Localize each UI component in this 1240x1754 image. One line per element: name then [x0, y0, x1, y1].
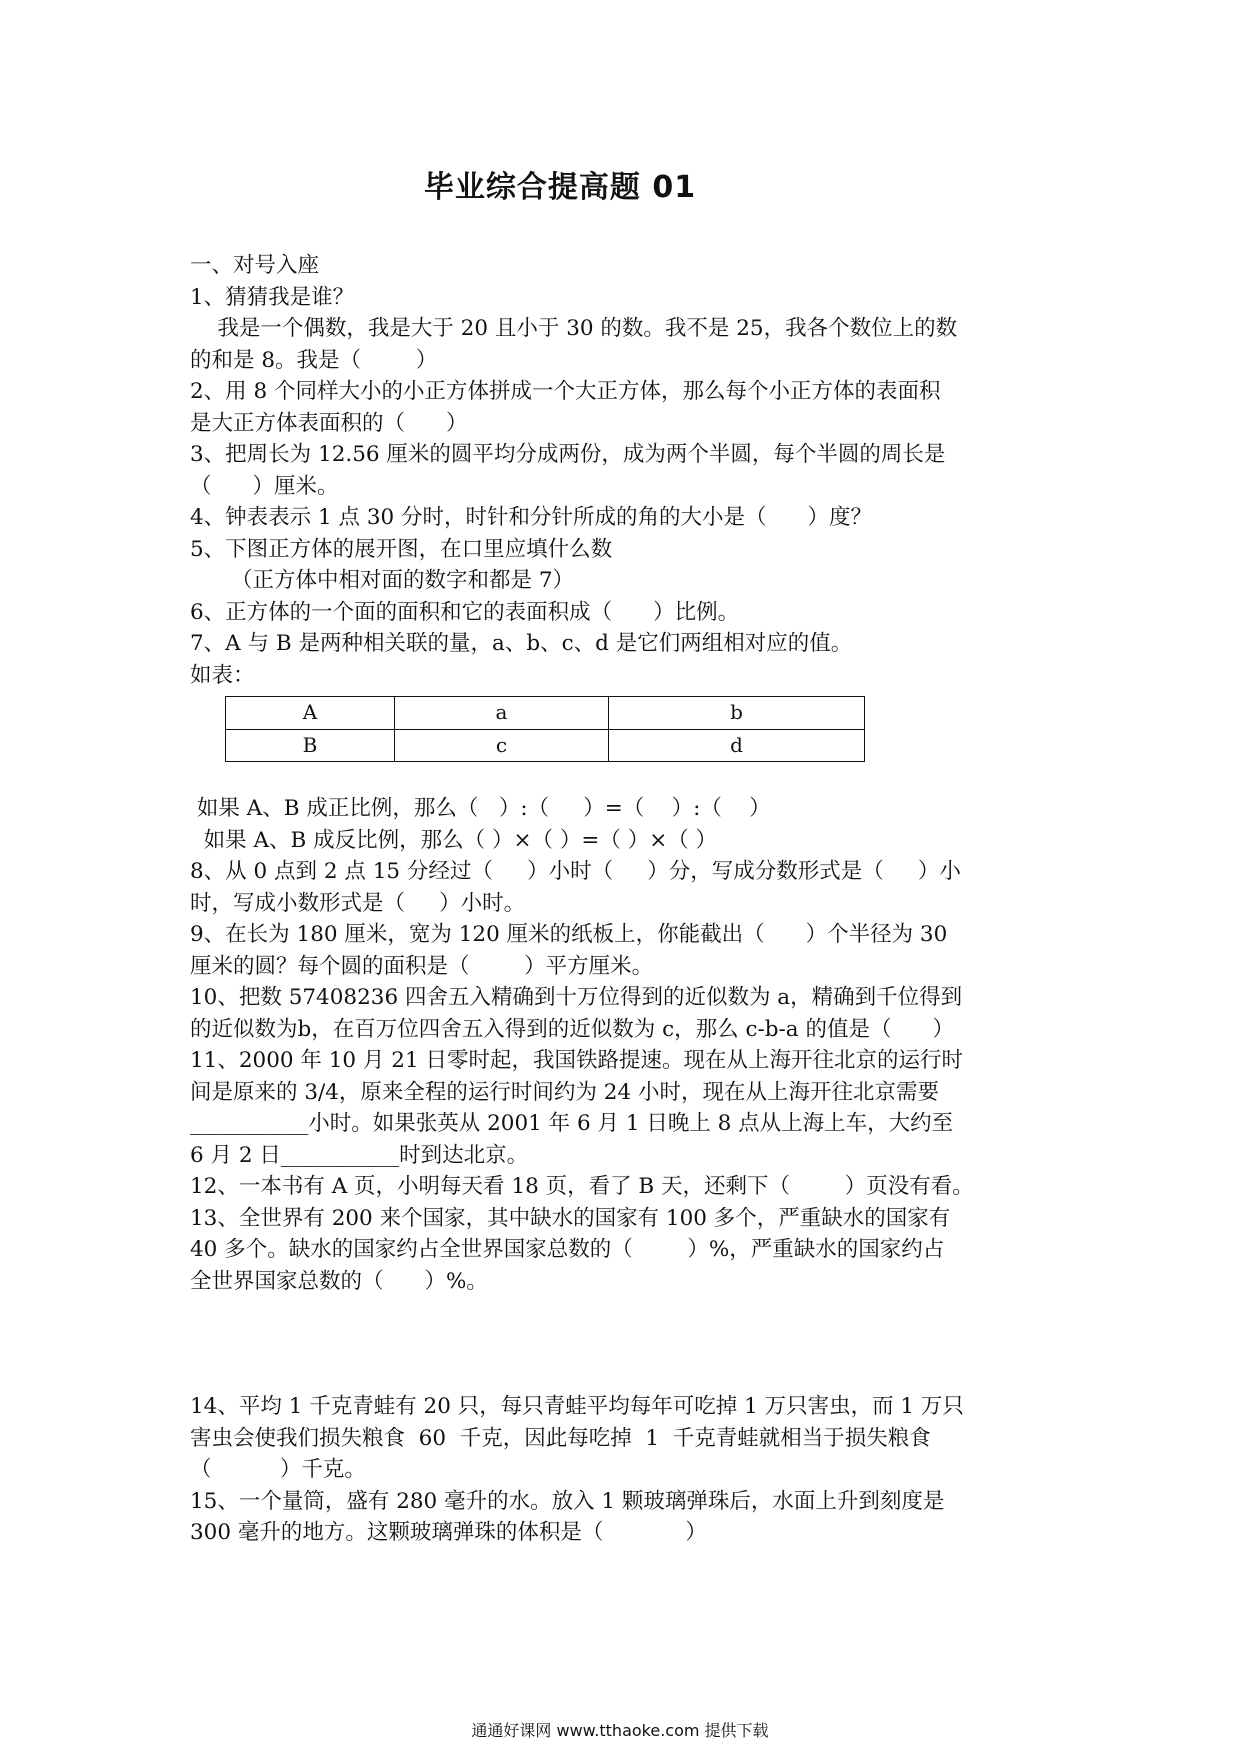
text-line: 300 毫升的地方。这颗玻璃弹珠的体积是（ ）: [190, 1520, 707, 1545]
question-13: 13、全世界有 200 来个国家，其中缺水的国家有 100 多个，严重缺水的国家有: [190, 1205, 951, 1231]
question-12: 12、一本书有 A 页，小明每天看 18 页，看了 B 天，还剩下（ ）页没有看。: [190, 1174, 974, 1199]
text-line: 40 多个。缺水的国家约占全世界国家总数的（ ）%，严重缺水的国家约占: [190, 1237, 945, 1262]
text-line: ___________小时。如果张英从 2001 年 6 月 1 日晚上 8 点从上海上车，大约至: [190, 1111, 954, 1136]
footer-download-note: 通通好课网 www.tthaoke.com 提供下载: [471, 1721, 769, 1740]
question-4: 4、钟表表示 1 点 30 分时，时针和分针所成的角的大小是（ ）度？: [190, 505, 873, 530]
question-10: 10、把数 57408236 四舍五入精确到十万位得到的近似数为 a，精确到千位得到: [190, 985, 963, 1010]
question-8: 8、从 0 点到 2 点 15 分经过（ ）小时（ ）分，写成分数形式是（ ）小: [190, 859, 961, 884]
text-line: 害虫会使我们损失粮食 60 千克，因此每吃掉 1 千克青蛙就相当于损失粮食: [190, 1425, 931, 1451]
page-title: 毕业综合提高题 01: [423, 170, 697, 205]
text-line: （正方体中相对面的数字和都是 7）: [190, 568, 575, 593]
value-table: [225, 696, 865, 762]
question-5: 5、下图正方体的展开图，在口里应填什么数: [190, 536, 613, 562]
table-cell: B: [226, 729, 395, 762]
text-line: 是大正方体表面积的（ ）: [190, 410, 468, 436]
text-line: （ ）厘米。: [190, 473, 339, 499]
text-line: 厘米的圆？每个圆的面积是（ ）平方厘米。: [190, 953, 654, 979]
text-line: （ ）千克。: [190, 1457, 366, 1482]
text-line: 的近似数为b，在百万位四舍五入得到的近似数为 c，那么 c-b-a 的值是（ ）: [190, 1016, 954, 1042]
question-1: 1、猜猜我是谁？: [190, 284, 355, 310]
text-line: 如表：: [190, 662, 255, 688]
text-line: 时，写成小数形式是（ ）小时。: [190, 890, 526, 916]
table-cell: A: [226, 697, 395, 730]
table-cell: c: [395, 729, 609, 762]
text-line: 一、对号入座: [190, 253, 320, 278]
question-14: 14、平均 1 千克青蛙有 20 只，每只青蛙平均每年可吃掉 1 万只害虫，而 1 万只: [190, 1394, 964, 1419]
table-row: [226, 697, 865, 730]
question-3: 3、把周长为 12.56 厘米的圆平均分成两份，成为两个半圆，每个半圆的周长是: [190, 442, 946, 467]
question-11: 11、2000 年 10 月 21 日零时起，我国铁路提速。现在从上海开往北京的运行时: [190, 1048, 963, 1073]
text-line: 如果 A、B 成反比例，那么（ ）×（ ）=（ ）×（ ）: [190, 827, 718, 853]
table-cell: b: [609, 697, 865, 730]
worksheet-content: [190, 250, 1062, 1549]
table-row: [226, 729, 865, 762]
blank-gap: [190, 1297, 1062, 1391]
section-part2: [190, 793, 1062, 1297]
question-2: 2、用 8 个同样大小的小正方体拼成一个大正方体，那么每个小正方体的表面积: [190, 379, 941, 404]
question-6: 6、正方体的一个面的面积和它的表面积成（ ）比例。: [190, 599, 740, 625]
text-line: 的和是 8。我是（ ）: [190, 347, 438, 373]
section-part3: [190, 1391, 1062, 1549]
text-line: 全世界国家总数的（ ）%。: [190, 1268, 488, 1294]
text-line: 间是原来的 3/4，原来全程的运行时间约为 24 小时，现在从上海开往北京需要: [190, 1079, 939, 1105]
question-9: 9、在长为 180 厘米，宽为 120 厘米的纸板上，你能截出（ ）个半径为 30: [190, 922, 948, 947]
table-cell: d: [609, 729, 865, 762]
table-cell: a: [395, 697, 609, 730]
text-line: 我是一个偶数，我是大于 20 且小于 30 的数。我不是 25，我各个数位上的数: [190, 316, 958, 341]
text-line: 6 月 2 日___________时到达北京。: [190, 1142, 529, 1168]
text-line: 如果 A、B 成正比例，那么（ ）:（ ）=（ ）:（ ）: [190, 796, 771, 821]
question-15: 15、一个量筒，盛有 280 毫升的水。放入 1 颗玻璃弹珠后，水面上升到刻度是: [190, 1488, 945, 1514]
section-part1: [190, 250, 1062, 691]
question-7: 7、A 与 B 是两种相关联的量，a、b、c、d 是它们两组相对应的值。: [190, 631, 853, 656]
